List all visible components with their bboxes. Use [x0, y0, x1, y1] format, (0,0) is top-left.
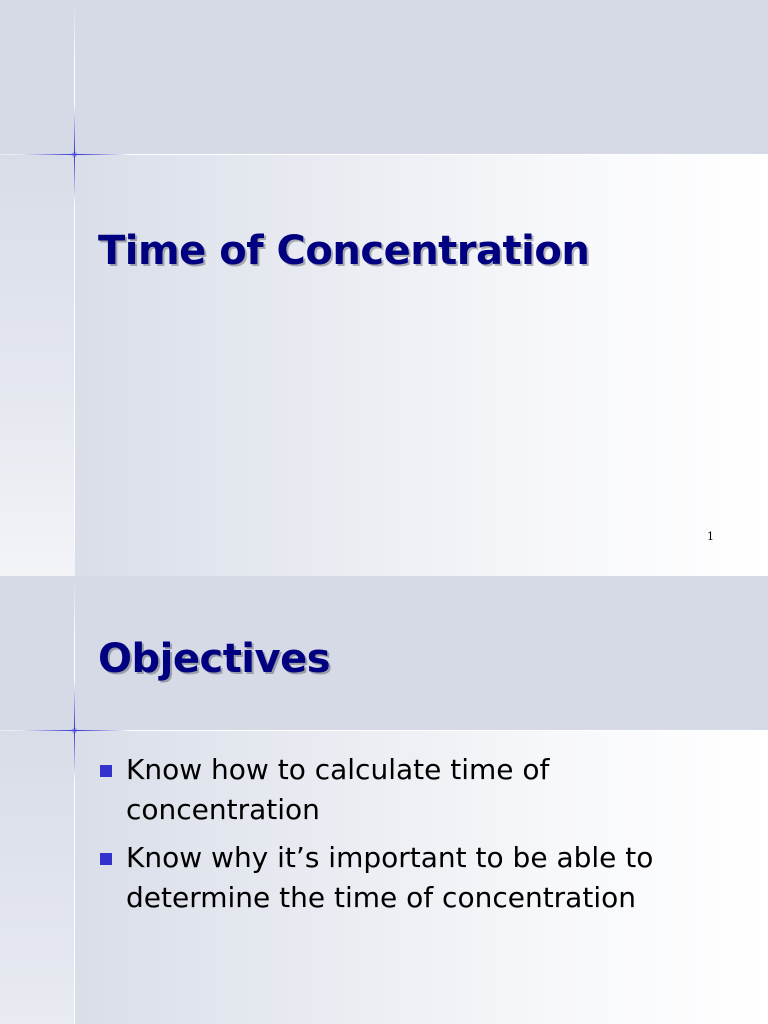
- bullet-item: [98, 750, 738, 830]
- slide-title: Objectives: [98, 636, 331, 682]
- left-margin-strip: [0, 154, 74, 576]
- square-bullet-icon: [100, 765, 112, 777]
- header-band: [0, 0, 768, 154]
- left-margin-strip: [0, 730, 74, 1024]
- square-bullet-icon: [100, 853, 112, 865]
- vertical-rule: [74, 0, 75, 576]
- vertical-rule: [74, 576, 75, 1024]
- bullet-text: Know how to calculate time of concentration: [126, 753, 550, 826]
- bullet-item: [98, 838, 738, 918]
- crosshair-star-icon: [71, 727, 78, 734]
- slide-2: [0, 576, 768, 1024]
- slide-title: Time of Concentration: [98, 228, 590, 274]
- crosshair-star-icon: [71, 151, 78, 158]
- bullet-list: [98, 750, 738, 926]
- slide-number: 1: [707, 530, 714, 543]
- bullet-text: Know why it’s important to be able to determine the time of concentration: [126, 841, 654, 914]
